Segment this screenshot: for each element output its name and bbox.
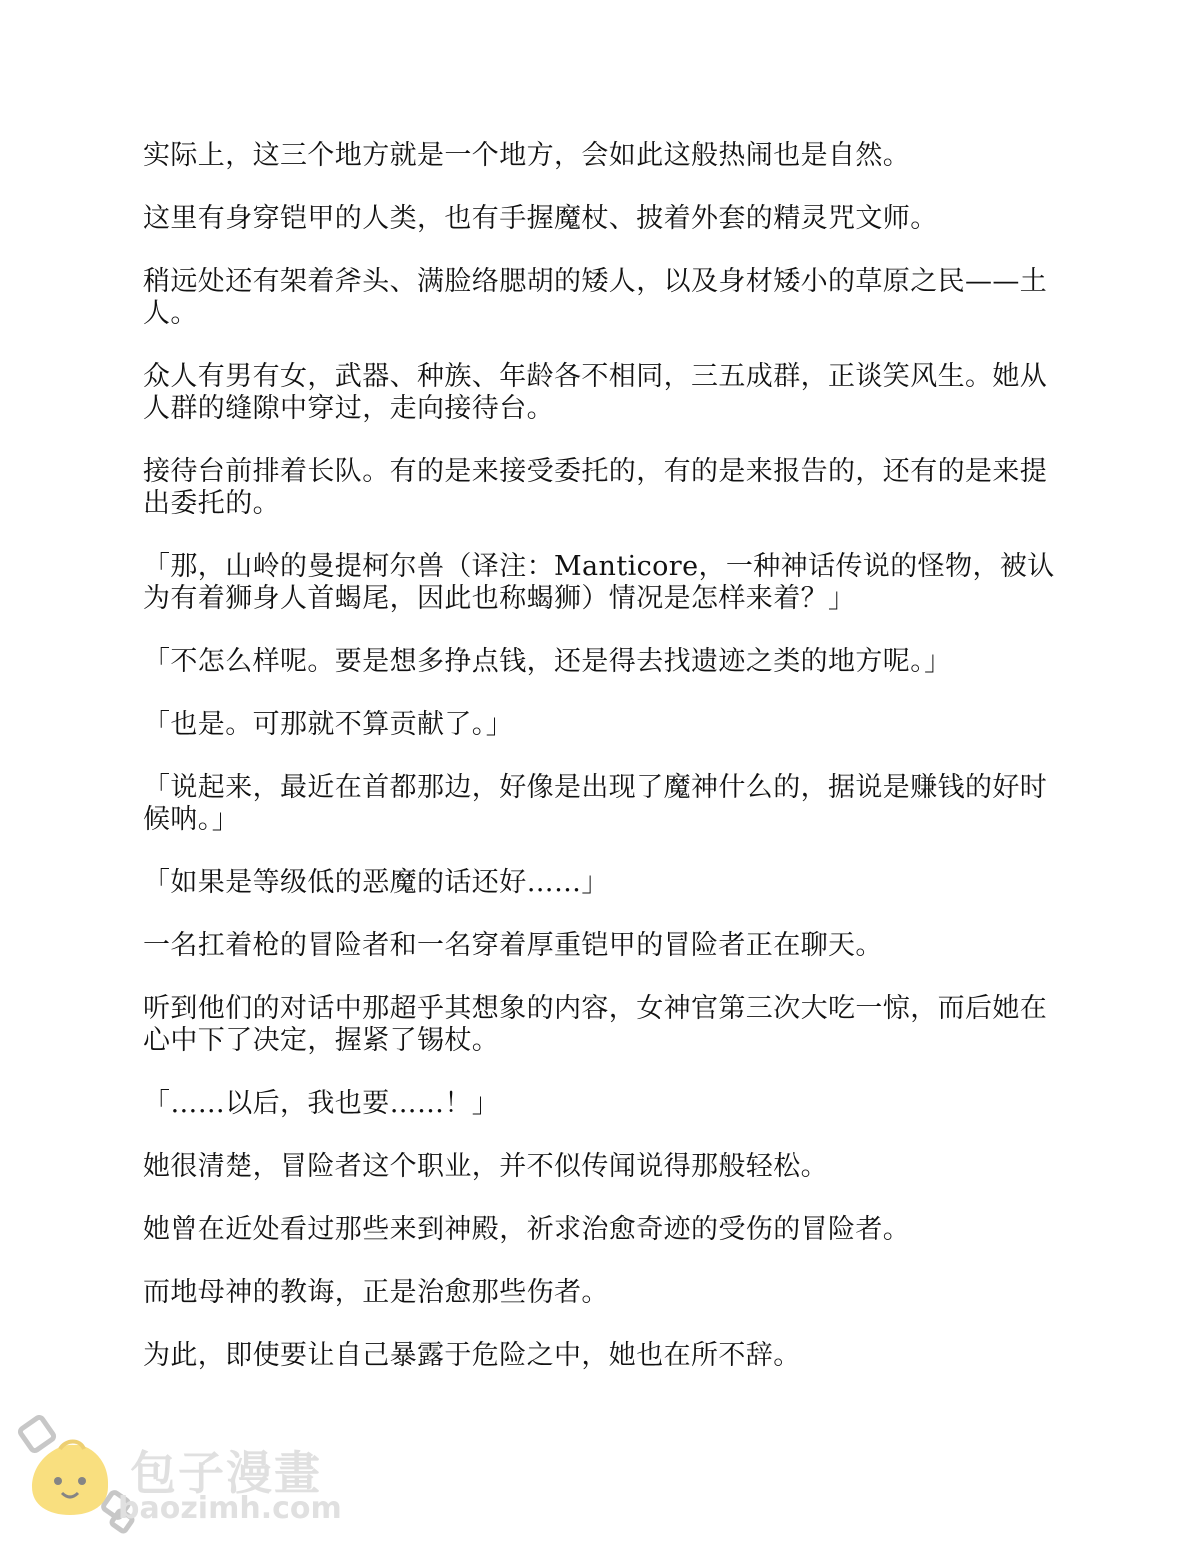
paragraph: 她很清楚，冒险者这个职业，并不似传闻说得那般轻松。 xyxy=(143,1151,828,1182)
paragraph: 「那，山岭的曼提柯尔兽（译注：Manticore，一种神话传说的怪物，被认为有着狮身人首蝎尾，因此也称蝎狮）情况是怎样来着？」 xyxy=(143,551,1055,614)
paragraph: 而地母神的教诲，正是治愈那些伤者。 xyxy=(143,1277,609,1308)
watermark-title: 包子漫畫 xyxy=(130,1446,322,1500)
text-column xyxy=(143,140,1058,1403)
paragraph: 「如果是等级低的恶魔的话还好……」 xyxy=(143,867,609,898)
watermark-url: baozimh.com xyxy=(118,1491,342,1526)
paragraph: 这里有身穿铠甲的人类，也有手握魔杖、披着外套的精灵咒文师。 xyxy=(143,203,938,234)
paragraph: 「也是。可那就不算贡献了。」 xyxy=(143,709,514,740)
paragraph: 「……以后，我也要……！」 xyxy=(143,1088,500,1119)
paragraph: 「不怎么样呢。要是想多挣点钱，还是得去找遗迹之类的地方呢。」 xyxy=(143,646,952,677)
watermark xyxy=(18,1415,342,1535)
paragraph: 稍远处还有架着斧头、满脸络腮胡的矮人，以及身材矮小的草原之民——土人。 xyxy=(143,266,1048,329)
paragraph: 一名扛着枪的冒险者和一名穿着厚重铠甲的冒险者正在聊天。 xyxy=(143,930,883,961)
paragraph: 实际上，这三个地方就是一个地方，会如此这般热闹也是自然。 xyxy=(143,140,911,171)
paragraph: 为此，即使要让自己暴露于危险之中，她也在所不辞。 xyxy=(143,1340,801,1371)
paragraph: 她曾在近处看过那些来到神殿，祈求治愈奇迹的受伤的冒险者。 xyxy=(143,1214,911,1245)
paragraph: 听到他们的对话中那超乎其想象的内容，女神官第三次大吃一惊，而后她在心中下了决定，握紧了锡杖。 xyxy=(143,993,1048,1056)
paragraph: 众人有男有女，武器、种族、年龄各不相同，三五成群，正谈笑风生。她从人群的缝隙中穿过，走向接待台。 xyxy=(143,361,1048,424)
paragraph: 「说起来，最近在首都那边，好像是出现了魔神什么的，据说是赚钱的好时候呐。」 xyxy=(143,772,1048,835)
paragraph: 接待台前排着长队。有的是来接受委托的，有的是来报告的，还有的是来提出委托的。 xyxy=(143,456,1048,519)
